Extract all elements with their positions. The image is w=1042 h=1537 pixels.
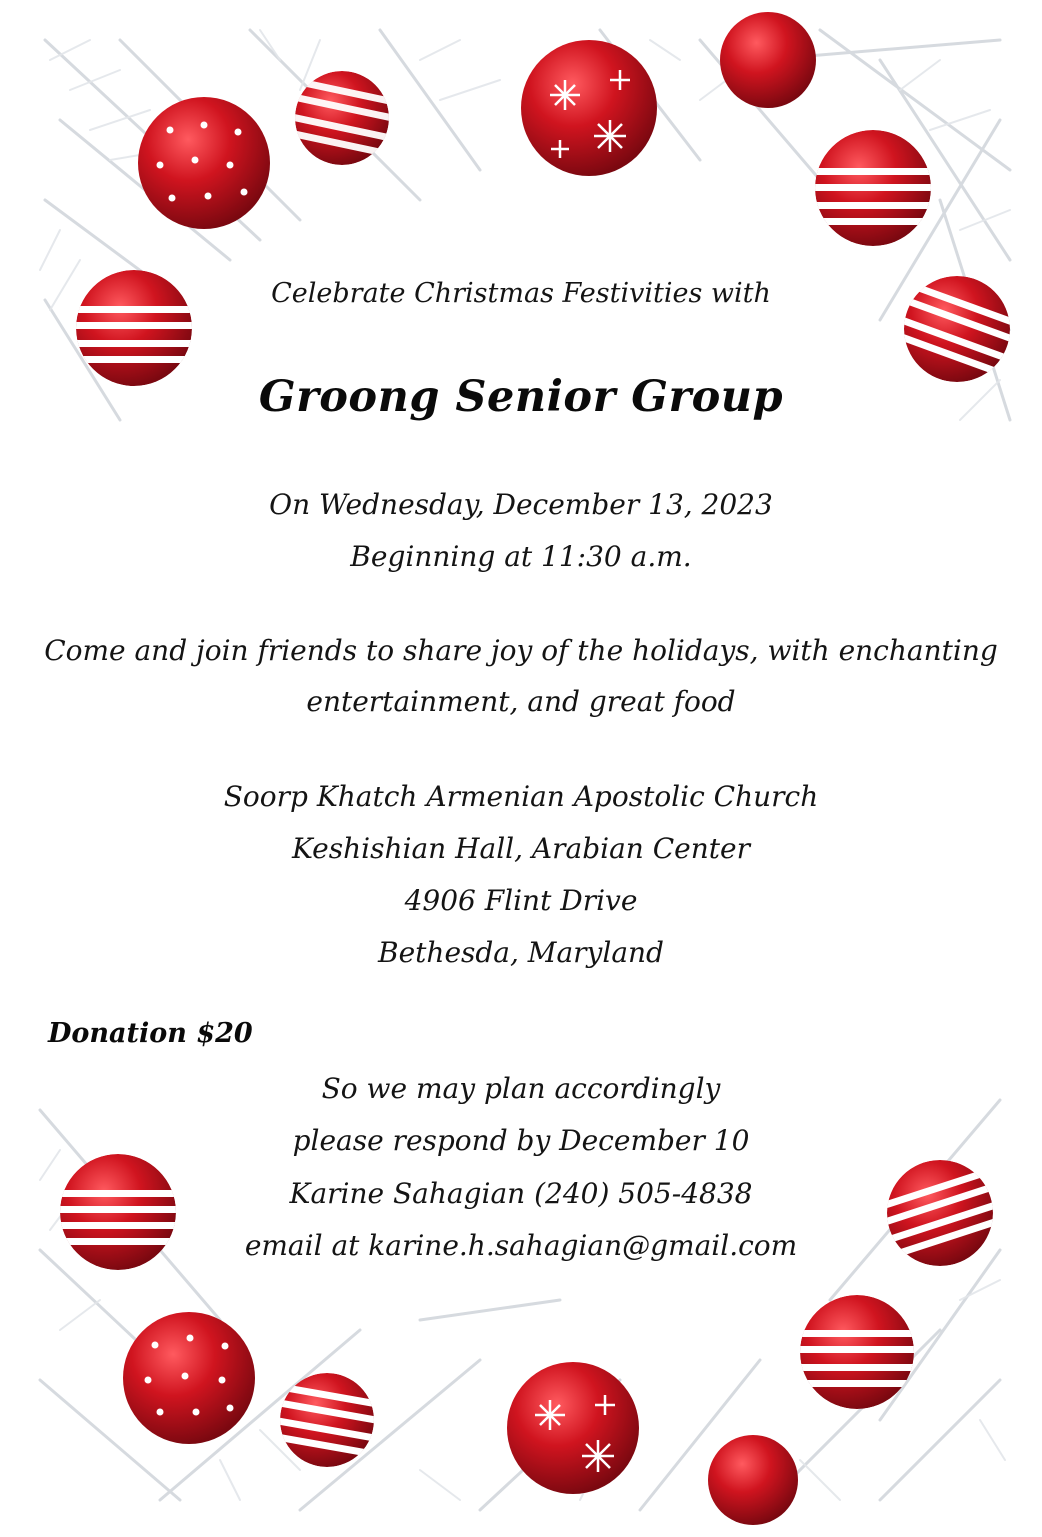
event-date: On Wednesday, December 13, 2023 (269, 488, 773, 521)
striped-ornament-icon (795, 1295, 925, 1409)
venue-street: 4906 Flint Drive (404, 884, 638, 917)
rsvp-line-1: So we may plan accordingly (321, 1072, 721, 1105)
invite-text-line-1: Come and join friends to share joy of the holidays, with enchanting (44, 634, 998, 667)
striped-ornament-icon (266, 1373, 394, 1467)
snowflake-ornament-icon (521, 40, 657, 176)
rsvp-contact-email: email at karine.h.sahagian@gmail.com (244, 1229, 798, 1262)
venue-city: Bethesda, Maryland (378, 936, 664, 969)
polka-dot-ornament-icon (138, 97, 270, 229)
donation-amount: Donation $20 (48, 1018, 253, 1049)
invite-text-line-2: entertainment, and great food (306, 685, 736, 718)
intro-line: Celebrate Christmas Festivities with (271, 278, 771, 309)
event-title: Groong Senior Group (258, 372, 784, 422)
striped-ornament-icon (810, 130, 940, 246)
venue-hall: Keshishian Hall, Arabian Center (292, 832, 750, 865)
event-time: Beginning at 11:30 a.m. (350, 540, 692, 573)
venue-church: Soorp Khatch Armenian Apostolic Church (223, 780, 819, 813)
snowflake-ornament-icon (507, 1362, 639, 1494)
polka-dot-ornament-icon (123, 1312, 255, 1444)
rsvp-deadline: please respond by December 10 (292, 1124, 750, 1157)
rsvp-contact-phone: Karine Sahagian (240) 505-4838 (289, 1177, 753, 1210)
